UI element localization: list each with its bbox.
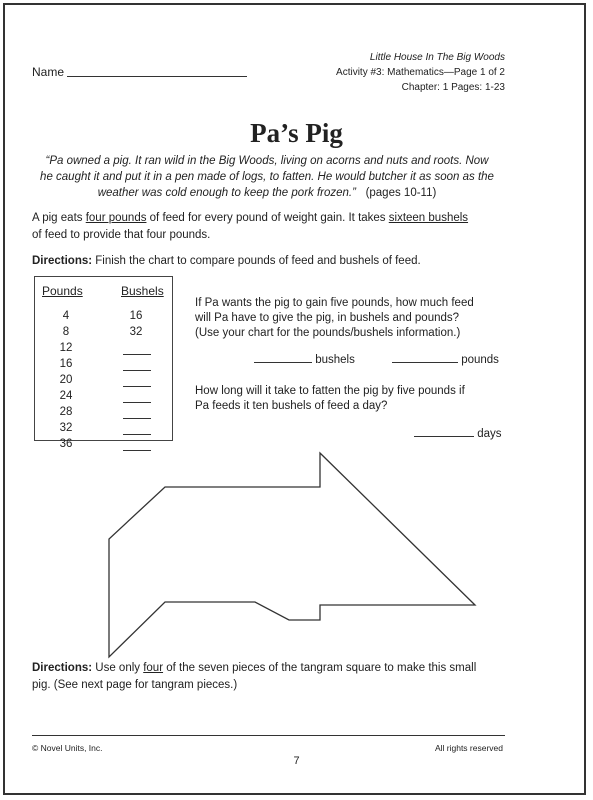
quote-line-1: “Pa owned a pig. It ran wild in the Big Woods, living on acorns and nuts and roots. Now (45, 155, 489, 167)
activity-label: Activity #3: Mathematics—Page 1 of 2 (336, 67, 505, 78)
directions-tangram-line-2: pig. (See next page for tangram pieces.) (32, 679, 238, 691)
footer-divider (32, 735, 505, 736)
chapter-label: Chapter: 1 Pages: 1-23 (401, 82, 505, 93)
chart-pounds-value: 16 (59, 358, 73, 370)
pig-shape (109, 453, 475, 657)
col-header-pounds: Pounds (42, 284, 83, 298)
chart-pounds-value: 32 (59, 422, 73, 434)
question-2-line-2: Pa feeds it ten bushels of feed a day? (195, 400, 388, 412)
quote-line-2: he caught it and put it in a pen made of logs, to fatten. He would butcher it as soon as the (40, 171, 494, 183)
footer-copyright: © Novel Units, Inc. (32, 743, 103, 753)
page-title: Pa’s Pig (250, 118, 343, 148)
directions-tangram-line-1 (32, 660, 512, 677)
chart-pounds-value: 8 (62, 326, 70, 338)
chart-pounds-value: 20 (59, 374, 73, 386)
directions-tangram-label: Directions: (32, 662, 93, 674)
directions-tangram-text-1: Use only (92, 662, 144, 674)
directions-tangram-text-2: of the seven pieces of the tangram square to make this small (163, 662, 477, 674)
book-title: Little House In The Big Woods (369, 52, 505, 63)
name-label: Name (32, 65, 65, 79)
answer-bushels-label: bushels (315, 354, 355, 366)
answer-pounds-label: pounds (461, 354, 499, 366)
col-header-bushels: Bushels (121, 284, 164, 298)
directions-text: Finish the chart to compare pounds of feed and bushels of feed. (92, 255, 421, 267)
page-number: 7 (293, 755, 300, 767)
chart-bushels-value: 16 (129, 310, 143, 322)
chart-pounds-value: 24 (59, 390, 73, 402)
chart-pounds-value: 12 (59, 342, 73, 354)
chart-bushels-value: 32 (129, 326, 143, 338)
intro-text-1: A pig eats (32, 212, 86, 224)
footer-rights: All rights reserved (434, 743, 503, 753)
intro-four-pounds: four pounds (85, 212, 147, 224)
directions-label: Directions: (32, 255, 93, 267)
directions-tangram-four: four (143, 662, 164, 674)
intro-text-2: of feed for every pound of weight gain. It takes (146, 212, 389, 224)
intro-line-2: of feed to provide that four pounds. (32, 229, 211, 241)
quote-pages: (pages 10-11) (365, 187, 437, 199)
chart-pounds-value: 36 (59, 438, 73, 450)
quote-line-3-text: weather was cold enough to keep the pork frozen.” (97, 187, 356, 199)
question-2-line-1: How long will it take to fatten the pig by five pounds if (195, 385, 465, 397)
question-1-line-3: (Use your chart for the pounds/bushels information.) (195, 327, 461, 339)
question-1-line-1: If Pa wants the pig to gain five pounds, how much feed (195, 297, 474, 309)
chart-pounds-value: 4 (62, 310, 70, 322)
chart-pounds-value: 28 (59, 406, 73, 418)
directions-tangram (32, 660, 512, 694)
question-1-line-2: will Pa have to give the pig, in bushels and pounds? (195, 312, 460, 324)
answer-days-label: days (477, 428, 502, 440)
intro-sixteen-bushels: sixteen bushels (388, 212, 469, 224)
